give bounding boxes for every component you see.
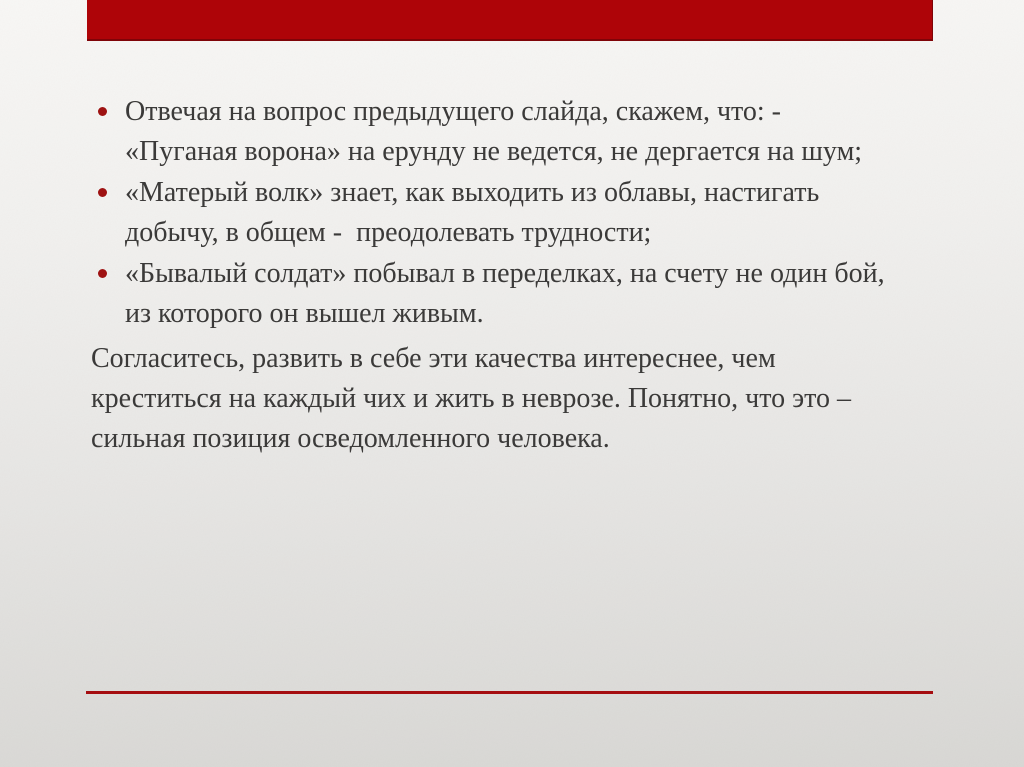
bullet-text: «Матерый волк» знает, как выходить из облавы, настигать добычу, в общем - преодолевать трудности; bbox=[125, 177, 827, 248]
bullet-list bbox=[91, 92, 897, 334]
body-paragraph: Согласитесь, развить в себе эти качества интереснее, чем креститься на каждый чих и жить в неврозе. Понятно, что это – сильная позиция осведомленного человека. bbox=[91, 343, 858, 454]
bullet-text: «Бывалый солдат» побывал в переделках, на счету не один бой, из которого он вышел живым. bbox=[125, 258, 892, 329]
bullet-item bbox=[91, 254, 897, 334]
accent-bar bbox=[87, 0, 933, 41]
bullet-icon bbox=[98, 269, 107, 278]
divider-line bbox=[86, 691, 933, 694]
bullet-item bbox=[91, 92, 897, 172]
bullet-text: Отвечая на вопрос предыдущего слайда, скажем, что: - «Пуганая ворона» на ерунду не ведется, не дергается на шум; bbox=[125, 96, 863, 167]
slide-content bbox=[91, 92, 897, 459]
bullet-icon bbox=[98, 107, 107, 116]
bullet-item bbox=[91, 173, 897, 253]
bullet-icon bbox=[98, 188, 107, 197]
